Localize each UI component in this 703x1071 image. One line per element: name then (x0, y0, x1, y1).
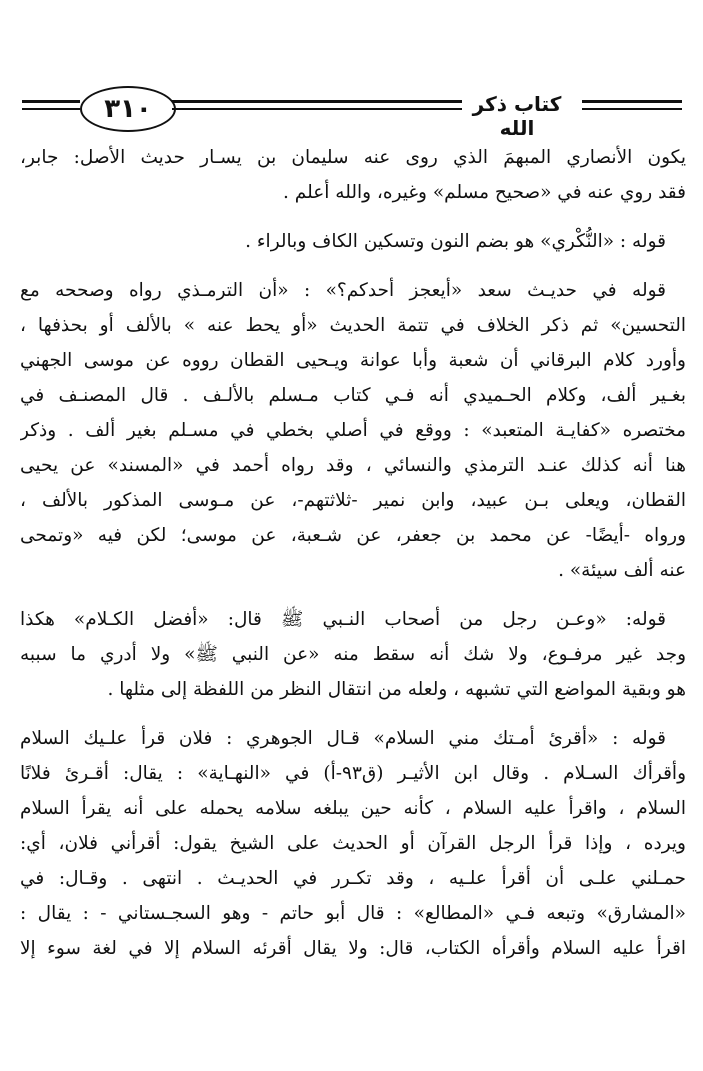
paragraph (20, 224, 686, 259)
header-rule-right (582, 100, 682, 103)
text-line: يكون الأنصاري المبهمَ الذي روى عنه سليمان بن يسـار حديث الأصل: جابر، (20, 147, 686, 168)
text-line: «المشارق» وتبعه فـي «المطالع» : قال أبو حاتم - وهو السجـستاني - : يقال : (20, 903, 686, 924)
header-rule-middle (172, 100, 462, 103)
text-line: وأورد كلام البرقاني أن شعبة وأبا عوانة ويـحيى القطان رووه عن موسى الجهني (20, 350, 686, 371)
text-line: بغـير ألف، وكلام الحـميدي أنه فـي كتاب مـسلم بالألـف . قال المصنـف في (20, 385, 686, 406)
header-rule-middle-thin (172, 108, 462, 110)
text-line: فقد روي عنه في «صحيح مسلم» وغيره، والله أعلم . (283, 182, 686, 203)
text-line: قوله : «أقرئ أمـتك مني السلام» قـال الجوهري : فلان قرأ علـيك السلام (20, 728, 666, 749)
body-text (20, 140, 686, 966)
text-line: السلام ، واقرأ عليه السلام ، كأنه حين يبلغه سلامه يحمله على أنه يقرأ السلام (20, 798, 686, 819)
text-line: اقرأ عليه السلام وأقرأه الكتاب، قال: ولا يقال أقرئه السلام إلا في لغة سوء إلا (20, 938, 686, 959)
header-rule-right-thin (582, 108, 682, 110)
book-title: كتاب ذكر الله (472, 92, 562, 140)
text-line: قوله في حديـث سعد «أيعجز أحدكم؟» : «أن الترمـذي رواه وصححه مع (20, 280, 666, 301)
text-line: مختصره «كفايـة المتعبد» : ووقع في أصلي بخطي في مسـلم بغير ألف . وذكر (20, 420, 686, 441)
text-line: حمـلني علـى أن أقرأ علـيه ، وقد تكـرر في الحديـث . انتهى . وقـال: في (20, 868, 686, 889)
text-line: عنه ألف سيئة» . (558, 560, 686, 581)
text-line: هو وبقية المواضع التي تشبهه ، ولعله من انتقال النظر من اللفظة إلى مثلها . (107, 679, 686, 700)
text-line: القطان، ويعلى بـن عبيد، وابن نمير -ثلاثتهم-، عن مـوسى المذكور بالألف ، (20, 490, 686, 511)
page-header (0, 80, 703, 140)
page-number: ٣١٠ (80, 86, 176, 132)
paragraph (20, 273, 686, 588)
text-line: ويرده ، وإذا قرأ الرجل القرآن أو الحديث على الشيخ يقول: أقرأني فلان، أي: (20, 833, 686, 854)
text-line: قوله: «وعـن رجل من أصحاب النـبي ﷺ قال: «أفضل الكـلام» هكذا (20, 609, 666, 630)
paragraph (20, 602, 686, 707)
paragraph (20, 721, 686, 966)
text-line: ورواه -أيضًا- عن محمد بن جعفر، عن شـعبة، عن موسى؛ لكن فيه «وتمحى (20, 525, 686, 546)
text-line: وجد غير مرفـوع، ولا شك أنه سقط منه «عن النبي ﷺ» ولا أدري ما سببه (20, 644, 686, 665)
text-line: قوله : «النُّكْري» هو بضم النون وتسكين الكاف وبالراء . (245, 231, 666, 252)
text-line: هنا أنه كذلك عنـد الترمذي والنسائي ، وقد رواه أحمد في «المسند» عن يحيى (20, 455, 686, 476)
paragraph (20, 140, 686, 210)
text-line: التحسين» ثم ذكر الخلاف في تتمة الحديث «أو يحط عنه » بالألف أو بحذفها ، (20, 315, 686, 336)
header-rule-left-thin (22, 108, 80, 110)
text-line: وأقرأك السـلام . وقال ابن الأثيـر (ق٩٣-أ) في «النهـاية» : يقال: أقـرئ فلانًا (20, 763, 686, 784)
header-rule-left (22, 100, 80, 103)
